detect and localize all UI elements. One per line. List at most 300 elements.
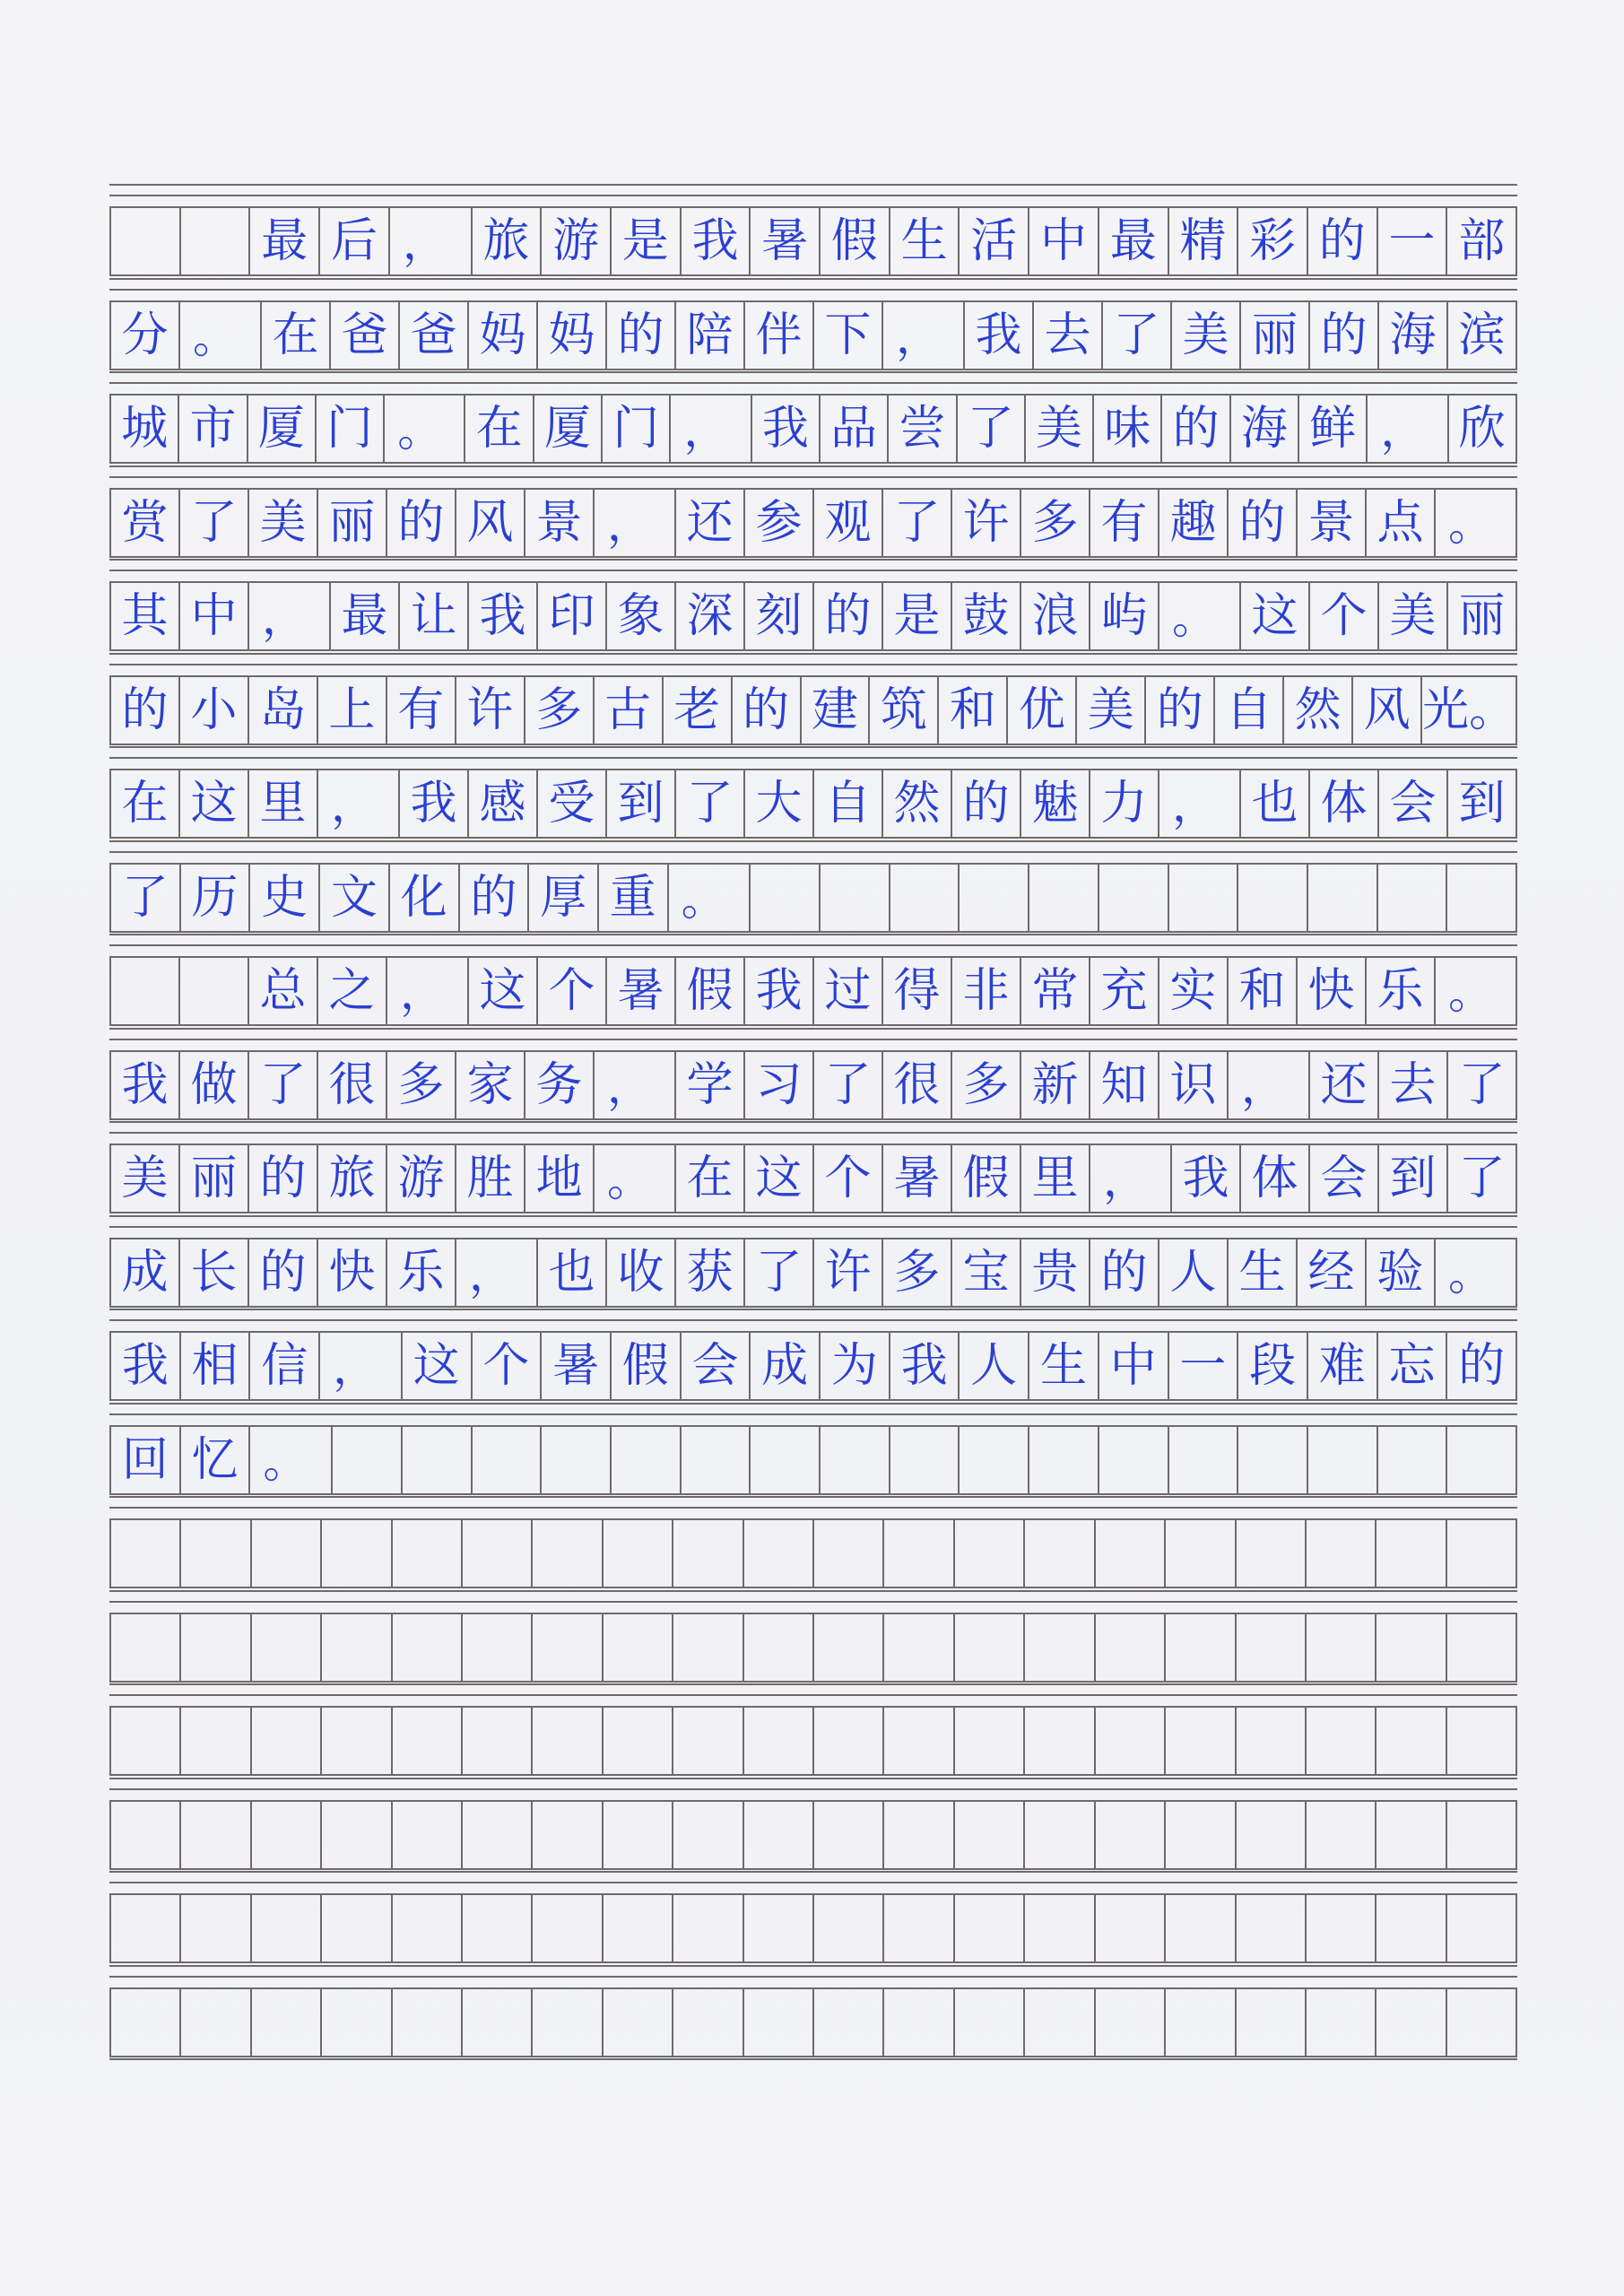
grid-row <box>109 278 1517 370</box>
handwritten-character: 我 <box>682 208 751 274</box>
handwritten-character: 学 <box>676 1052 745 1118</box>
empty-cell <box>322 1614 392 1681</box>
empty-cell <box>744 1802 814 1868</box>
empty-cell <box>1238 1427 1308 1493</box>
handwritten-character: 多 <box>952 1052 1021 1118</box>
handwritten-character: 有 <box>1090 490 1159 556</box>
cell-row <box>109 769 1517 839</box>
empty-cell <box>1099 865 1169 931</box>
empty-cell <box>1308 1427 1378 1493</box>
empty-cell <box>111 958 180 1024</box>
handwritten-character: 贵 <box>1021 1239 1090 1306</box>
handwritten-character: ， <box>320 1333 403 1399</box>
grid-row <box>109 465 1517 558</box>
handwritten-character: 一 <box>1169 1333 1239 1399</box>
handwritten-character: 我 <box>111 1052 180 1118</box>
empty-cell <box>1166 1708 1236 1774</box>
handwritten-character: 过 <box>814 958 883 1024</box>
handwritten-character: 经 <box>1298 1239 1367 1306</box>
empty-cell <box>181 1989 251 2056</box>
handwritten-character: 最 <box>331 583 400 649</box>
handwritten-character: 丽 <box>1241 302 1310 369</box>
empty-cell <box>1376 1708 1446 1774</box>
handwritten-character: 老 <box>664 677 733 744</box>
handwritten-character: 信 <box>250 1333 320 1399</box>
handwritten-character: ， <box>390 208 473 274</box>
empty-cell <box>322 1895 392 1961</box>
empty-cell <box>181 1802 251 1868</box>
empty-cell <box>1096 1708 1166 1774</box>
row-separator <box>109 1028 1517 1050</box>
handwritten-character: 暑 <box>542 1333 612 1399</box>
empty-cell <box>673 1802 743 1868</box>
handwritten-character: 欣 <box>1449 396 1517 462</box>
grid-row <box>109 746 1517 839</box>
handwritten-character: 丽 <box>318 490 387 556</box>
empty-cell <box>1237 1614 1307 1681</box>
cell-row <box>109 1518 1517 1588</box>
empty-cell <box>814 1708 884 1774</box>
handwritten-character: 我 <box>469 583 538 649</box>
empty-cell <box>890 1427 960 1493</box>
row-separator <box>109 1496 1517 1518</box>
handwritten-character: 做 <box>180 1052 249 1118</box>
handwritten-character: 非 <box>952 958 1021 1024</box>
empty-cell <box>393 1614 463 1681</box>
empty-cell <box>1025 1989 1095 2056</box>
empty-cell <box>111 1708 181 1774</box>
empty-cell <box>1447 1895 1517 1961</box>
handwritten-character: 到 <box>1379 1145 1448 1212</box>
handwritten-character: 爸 <box>400 302 469 369</box>
handwritten-character: 也 <box>538 1239 607 1306</box>
handwritten-character: 的 <box>814 583 883 649</box>
handwritten-character: 长 <box>180 1239 249 1306</box>
empty-cell <box>604 1989 673 2056</box>
cell-row <box>109 863 1517 933</box>
grid-row <box>109 934 1517 1026</box>
empty-cell <box>744 1520 814 1587</box>
handwritten-character: 中 <box>1099 1333 1169 1399</box>
row-separator <box>109 1590 1517 1613</box>
cell-row <box>109 1800 1517 1870</box>
handwritten-character: 暑 <box>751 208 821 274</box>
empty-cell <box>463 1802 533 1868</box>
handwritten-character: 史 <box>250 865 320 931</box>
handwritten-character: 在 <box>111 770 180 837</box>
handwritten-character: 到 <box>607 770 676 837</box>
handwritten-character: 美 <box>249 490 318 556</box>
handwritten-character: 中 <box>1029 208 1099 274</box>
handwritten-character: 了 <box>676 770 745 837</box>
empty-cell <box>1169 865 1239 931</box>
row-separator <box>109 371 1517 394</box>
handwritten-character: 相 <box>181 1333 251 1399</box>
empty-cell <box>1237 1895 1307 1961</box>
handwritten-character: 最 <box>250 208 320 274</box>
empty-cell <box>1238 865 1308 931</box>
handwritten-character: 重 <box>599 865 669 931</box>
row-separator <box>109 1778 1517 1800</box>
row-separator <box>109 1965 1517 1987</box>
empty-cell <box>322 1708 392 1774</box>
empty-cell <box>884 1989 954 2056</box>
handwritten-character: 实 <box>1159 958 1229 1024</box>
empty-cell <box>1096 1520 1166 1587</box>
handwritten-character: 自 <box>1215 677 1284 744</box>
cell-row <box>109 1706 1517 1776</box>
handwritten-character: 美 <box>1172 302 1241 369</box>
empty-cell <box>1376 1520 1446 1587</box>
handwritten-character: 自 <box>814 770 883 837</box>
handwritten-character: 还 <box>676 490 745 556</box>
empty-cell <box>1447 1708 1517 1774</box>
handwritten-character: 了 <box>958 396 1026 462</box>
handwritten-character: 妈 <box>538 302 607 369</box>
handwritten-character: ， <box>1090 1145 1172 1212</box>
empty-cell <box>955 1989 1025 2056</box>
handwritten-character: 这 <box>403 1333 473 1399</box>
handwritten-character: 很 <box>318 1052 387 1118</box>
handwritten-character: 厦 <box>534 396 603 462</box>
empty-cell <box>180 958 249 1024</box>
handwritten-character: 然 <box>1284 677 1353 744</box>
row-separator <box>109 653 1517 675</box>
handwritten-character: 门 <box>603 396 671 462</box>
empty-cell <box>604 1708 673 1774</box>
empty-cell <box>473 1427 543 1493</box>
handwritten-character: 其 <box>111 583 180 649</box>
grid-row <box>109 1121 1517 1213</box>
row-separator <box>109 1121 1517 1144</box>
handwritten-character: 游 <box>387 1145 456 1212</box>
handwritten-character: 下 <box>814 302 883 369</box>
handwritten-character: 中 <box>180 583 249 649</box>
row-separator <box>109 1215 1517 1238</box>
empty-cell <box>463 1520 533 1587</box>
handwritten-character: 也 <box>1241 770 1310 837</box>
handwritten-character: 刻 <box>745 583 814 649</box>
handwritten-character: 趣 <box>1159 490 1229 556</box>
empty-cell <box>1166 1895 1236 1961</box>
handwritten-character: 会 <box>1379 770 1448 837</box>
grid-row <box>109 1683 1517 1776</box>
empty-cell <box>673 1708 743 1774</box>
handwritten-character: 海 <box>1379 302 1448 369</box>
grid-row <box>109 1778 1517 1870</box>
handwritten-character: 和 <box>1229 958 1298 1024</box>
handwritten-character: 是 <box>612 208 682 274</box>
handwritten-character: 爸 <box>331 302 400 369</box>
handwritten-character: 这 <box>745 1145 814 1212</box>
empty-cell <box>884 1802 954 1868</box>
empty-cell <box>463 1989 533 2056</box>
handwritten-character: 人 <box>1159 1239 1229 1306</box>
empty-cell <box>111 1614 181 1681</box>
row-separator <box>109 278 1517 300</box>
empty-cell <box>814 1895 884 1961</box>
handwritten-character: 景 <box>525 490 595 556</box>
empty-cell <box>955 1520 1025 1587</box>
handwritten-character: 我 <box>400 770 469 837</box>
empty-cell <box>751 865 821 931</box>
handwritten-character: 然 <box>883 770 952 837</box>
handwritten-character: 美 <box>1379 583 1448 649</box>
handwritten-character: 厚 <box>529 865 599 931</box>
cell-row <box>109 1238 1517 1308</box>
handwritten-character: 。 <box>1436 1239 1517 1306</box>
empty-cell <box>821 865 890 931</box>
handwritten-character: 我 <box>745 958 814 1024</box>
empty-cell <box>1376 1989 1446 2056</box>
empty-cell <box>1447 1427 1517 1493</box>
grid-row <box>109 1965 1517 2057</box>
cell-row <box>109 956 1517 1026</box>
handwritten-character: 。 <box>385 396 465 462</box>
handwritten-character: 。 <box>1436 490 1517 556</box>
empty-cell <box>814 1802 884 1868</box>
empty-cell <box>1307 1989 1376 2056</box>
handwritten-character: 习 <box>745 1052 814 1118</box>
handwritten-character: 浪 <box>1021 583 1090 649</box>
handwritten-character: ， <box>387 958 469 1024</box>
row-separator <box>109 184 1517 206</box>
empty-cell <box>533 1989 603 2056</box>
empty-cell <box>744 1895 814 1961</box>
handwritten-character: 有 <box>387 677 456 744</box>
empty-cell <box>403 1427 473 1493</box>
handwritten-character: 历 <box>181 865 251 931</box>
handwritten-character: 象 <box>607 583 676 649</box>
cell-row <box>109 1144 1517 1213</box>
empty-cell <box>252 1708 322 1774</box>
handwritten-character: 我 <box>752 396 821 462</box>
handwritten-character: 了 <box>745 1239 814 1306</box>
handwritten-character: 我 <box>111 1333 181 1399</box>
empty-cell <box>111 208 181 274</box>
handwritten-character: 筑 <box>870 677 939 744</box>
handwritten-character: 。 <box>1159 583 1241 649</box>
cell-row <box>109 581 1517 651</box>
handwritten-character: 。 <box>250 1427 333 1493</box>
cell-row <box>109 488 1517 558</box>
empty-cell <box>393 1895 463 1961</box>
handwritten-character: 知 <box>1090 1052 1159 1118</box>
handwritten-character: 丽 <box>180 1145 249 1212</box>
empty-cell <box>1237 1802 1307 1868</box>
handwritten-character: 去 <box>1379 1052 1448 1118</box>
handwritten-character: 我 <box>965 302 1034 369</box>
handwritten-character: 建 <box>802 677 871 744</box>
row-separator <box>109 465 1517 488</box>
handwritten-character: 精 <box>1169 208 1239 274</box>
empty-cell <box>673 1614 743 1681</box>
handwritten-character: 多 <box>525 677 595 744</box>
handwritten-character: 得 <box>883 958 952 1024</box>
grid-row <box>109 559 1517 651</box>
handwritten-character: 多 <box>883 1239 952 1306</box>
empty-cell <box>1025 1520 1095 1587</box>
handwritten-character: 回 <box>111 1427 181 1493</box>
handwritten-character: 丽 <box>1448 583 1517 649</box>
empty-cell <box>1099 1427 1169 1493</box>
handwritten-character: 赏 <box>111 490 180 556</box>
handwritten-character: ， <box>595 490 676 556</box>
empty-cell <box>1307 1895 1376 1961</box>
empty-cell <box>1307 1708 1376 1774</box>
empty-cell <box>821 1427 890 1493</box>
empty-cell <box>463 1895 533 1961</box>
handwritten-character: 美 <box>1077 677 1146 744</box>
empty-cell <box>1029 865 1099 931</box>
empty-cell <box>1096 1802 1166 1868</box>
empty-cell <box>604 1802 673 1868</box>
handwritten-character: 市 <box>179 396 248 462</box>
handwritten-character: 之 <box>318 958 387 1024</box>
handwritten-character: 的 <box>387 490 456 556</box>
handwritten-character: 了 <box>180 490 249 556</box>
handwritten-character: ， <box>1229 1052 1310 1118</box>
empty-cell <box>1096 1614 1166 1681</box>
handwritten-character: 小 <box>180 677 249 744</box>
handwritten-character: 新 <box>1021 1052 1090 1118</box>
handwritten-character: 旅 <box>318 1145 387 1212</box>
cell-row <box>109 206 1517 276</box>
empty-cell <box>533 1708 603 1774</box>
handwritten-character: 美 <box>111 1145 180 1212</box>
cell-row <box>109 675 1517 745</box>
handwritten-character: 的 <box>111 677 180 744</box>
handwritten-character: 识 <box>1159 1052 1229 1118</box>
handwritten-character: 城 <box>111 396 179 462</box>
handwritten-character: 去 <box>1034 302 1103 369</box>
empty-cell <box>744 1989 814 2056</box>
handwritten-character: 的 <box>460 865 530 931</box>
handwritten-character: 的 <box>952 770 1021 837</box>
handwritten-character: ， <box>249 583 331 649</box>
empty-cell <box>1307 1614 1376 1681</box>
grid-row <box>109 1028 1517 1120</box>
empty-cell <box>955 1802 1025 1868</box>
empty-cell <box>1096 1895 1166 1961</box>
empty-cell <box>884 1895 954 1961</box>
handwritten-character: 许 <box>814 1239 883 1306</box>
empty-cell <box>1378 865 1448 931</box>
handwritten-character: 文 <box>320 865 390 931</box>
row-separator <box>109 1871 1517 1893</box>
empty-cell <box>111 1989 181 2056</box>
handwritten-character: 了 <box>883 490 952 556</box>
row-separator <box>109 1683 1517 1706</box>
handwritten-character: 还 <box>1310 1052 1379 1118</box>
handwritten-character: ， <box>1159 770 1241 837</box>
empty-cell <box>751 1427 821 1493</box>
empty-cell <box>181 1708 251 1774</box>
handwritten-character: 个 <box>1310 583 1379 649</box>
handwritten-character: 风 <box>1353 677 1422 744</box>
handwritten-character: 胜 <box>456 1145 525 1212</box>
handwritten-character: 生 <box>1029 1333 1099 1399</box>
empty-cell <box>955 1614 1025 1681</box>
empty-cell <box>814 1520 884 1587</box>
handwritten-character: 很 <box>883 1052 952 1118</box>
handwritten-character: 力 <box>1090 770 1159 837</box>
handwritten-character: 为 <box>821 1333 890 1399</box>
handwritten-character: 成 <box>111 1239 180 1306</box>
cell-row <box>109 394 1517 464</box>
empty-cell <box>1378 1427 1448 1493</box>
grid-row <box>109 1403 1517 1495</box>
empty-cell <box>960 865 1029 931</box>
handwritten-character: 印 <box>538 583 607 649</box>
empty-cell <box>884 1708 954 1774</box>
empty-cell <box>111 1895 181 1961</box>
empty-cell <box>744 1708 814 1774</box>
empty-cell <box>814 1989 884 2056</box>
empty-cell <box>1025 1708 1095 1774</box>
grid-row <box>109 1590 1517 1683</box>
row-separator <box>109 1403 1517 1425</box>
handwritten-character: 了 <box>814 1052 883 1118</box>
empty-cell <box>890 865 960 931</box>
handwritten-character: 伴 <box>745 302 814 369</box>
handwritten-character: 会 <box>1310 1145 1379 1212</box>
row-separator <box>109 934 1517 956</box>
handwritten-character: ， <box>456 1239 538 1306</box>
handwritten-character: 成 <box>751 1333 821 1399</box>
empty-cell <box>252 1520 322 1587</box>
handwritten-character: 快 <box>318 1239 387 1306</box>
empty-cell <box>1166 1989 1236 2056</box>
empty-cell <box>1237 1520 1307 1587</box>
handwritten-character: 假 <box>821 208 890 274</box>
handwritten-character: 景 <box>1298 490 1367 556</box>
empty-cell <box>533 1802 603 1868</box>
handwritten-character: 光。 <box>1422 677 1517 744</box>
empty-cell <box>1166 1802 1236 1868</box>
handwritten-character: 快 <box>1298 958 1367 1024</box>
empty-cell <box>393 1802 463 1868</box>
handwritten-character: 化 <box>390 865 460 931</box>
handwritten-character: 多 <box>387 1052 456 1118</box>
handwritten-character: 魅 <box>1021 770 1090 837</box>
empty-cell <box>1169 1427 1239 1493</box>
empty-cell <box>111 1802 181 1868</box>
handwritten-character: 味 <box>1094 396 1162 462</box>
empty-cell <box>252 1802 322 1868</box>
empty-cell <box>884 1520 954 1587</box>
handwritten-character: 的 <box>249 1239 318 1306</box>
cell-row <box>109 1050 1517 1120</box>
empty-cell <box>1237 1989 1307 2056</box>
handwritten-character: 。 <box>595 1145 676 1212</box>
empty-cell <box>1447 1989 1517 2056</box>
empty-cell <box>604 1895 673 1961</box>
empty-cell <box>612 1427 682 1493</box>
handwritten-character: 这 <box>469 958 538 1024</box>
cell-row <box>109 1613 1517 1683</box>
empty-cell <box>1166 1520 1236 1587</box>
handwritten-character: 是 <box>883 583 952 649</box>
handwritten-character: 。 <box>669 865 751 931</box>
handwritten-character: 个 <box>473 1333 543 1399</box>
handwritten-character: 旅 <box>473 208 543 274</box>
grid-row <box>109 1215 1517 1308</box>
handwritten-character: 。 <box>1436 958 1517 1024</box>
empty-cell <box>682 1427 751 1493</box>
empty-cell <box>884 1614 954 1681</box>
handwritten-character: 里 <box>1021 1145 1090 1212</box>
